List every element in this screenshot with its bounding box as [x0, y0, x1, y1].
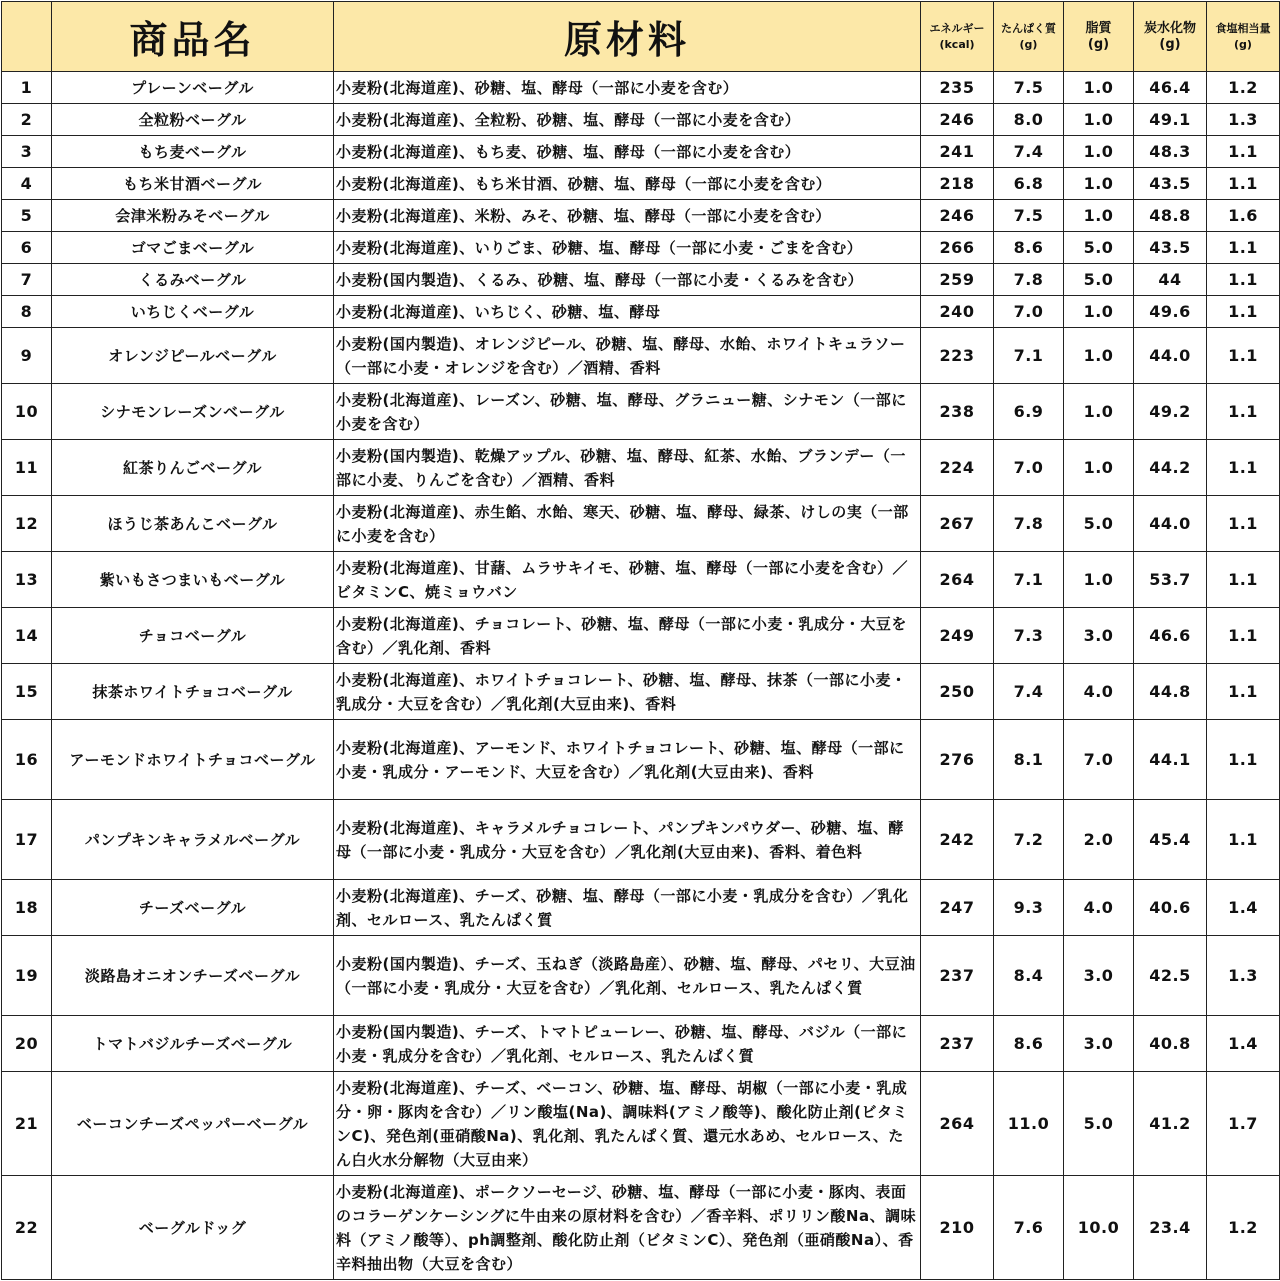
protein-value: 8.6 [994, 1016, 1064, 1072]
ingredients: 小麦粉(北海道産)、キャラメルチョコレート、パンプキンパウダー、砂糖、塩、酵母（一部に小麦・乳成分・大豆を含む）／乳化剤(大豆由来)、香料、着色料 [334, 800, 921, 880]
protein-value: 7.0 [994, 440, 1064, 496]
fat-value: 1.0 [1064, 296, 1134, 328]
ingredients: 小麦粉(北海道産)、赤生餡、水飴、寒天、砂糖、塩、酵母、緑茶、けしの実（一部に小麦を含む） [334, 496, 921, 552]
carbs-value: 49.2 [1134, 384, 1207, 440]
table-row [2, 552, 1280, 608]
table-row [2, 800, 1280, 880]
product-name: プレーンベーグル [52, 72, 334, 104]
protein-value: 7.1 [994, 328, 1064, 384]
nutrition-table [1, 1, 1280, 1280]
ingredients: 小麦粉(北海道産)、レーズン、砂糖、塩、酵母、グラニュー糖、シナモン（一部に小麦を含む） [334, 384, 921, 440]
ingredients: 小麦粉(北海道産)、チョコレート、砂糖、塩、酵母（一部に小麦・乳成分・大豆を含む）／乳化剤、香料 [334, 608, 921, 664]
fat-value: 1.0 [1064, 328, 1134, 384]
energy-value: 246 [921, 104, 994, 136]
ingredients: 小麦粉(国内製造)、チーズ、玉ねぎ（淡路島産）、砂糖、塩、酵母、パセリ、大豆油（一部に小麦・乳成分・大豆を含む）／乳化剤、セルロース、乳たんぱく質 [334, 936, 921, 1016]
header-ingredients: 原材料 [334, 2, 921, 72]
carbs-value: 53.7 [1134, 552, 1207, 608]
carbs-value: 46.4 [1134, 72, 1207, 104]
header-salt: 食塩相当量 (g) [1207, 2, 1280, 72]
salt-value: 1.4 [1207, 1016, 1280, 1072]
row-number: 22 [2, 1176, 52, 1280]
carbs-value: 45.4 [1134, 800, 1207, 880]
protein-value: 6.8 [994, 168, 1064, 200]
product-name: 会津米粉みそベーグル [52, 200, 334, 232]
row-number: 5 [2, 200, 52, 232]
fat-value: 4.0 [1064, 664, 1134, 720]
fat-value: 1.0 [1064, 440, 1134, 496]
protein-value: 11.0 [994, 1072, 1064, 1176]
product-name: オレンジピールベーグル [52, 328, 334, 384]
salt-value: 1.1 [1207, 328, 1280, 384]
salt-value: 1.7 [1207, 1072, 1280, 1176]
salt-value: 1.1 [1207, 496, 1280, 552]
table-row [2, 608, 1280, 664]
row-number: 6 [2, 232, 52, 264]
header-carbs: 炭水化物 (g) [1134, 2, 1207, 72]
carbs-value: 42.5 [1134, 936, 1207, 1016]
header-protein: たんぱく質 (g) [994, 2, 1064, 72]
energy-value: 247 [921, 880, 994, 936]
fat-value: 2.0 [1064, 800, 1134, 880]
fat-value: 5.0 [1064, 1072, 1134, 1176]
ingredients: 小麦粉(北海道産)、チーズ、ベーコン、砂糖、塩、酵母、胡椒（一部に小麦・乳成分・卵・豚肉を含む）／リン酸塩(Na)、調味料(アミノ酸等)、酸化防止剤(ビタミンC)、発色剤(亜硝酸Na)、乳化剤、乳たんぱく質、還元水あめ、セルロース、たん白火水分解物（大豆由来） [334, 1072, 921, 1176]
table-row [2, 440, 1280, 496]
table-row [2, 936, 1280, 1016]
row-number: 14 [2, 608, 52, 664]
carbs-value: 40.8 [1134, 1016, 1207, 1072]
protein-value: 8.6 [994, 232, 1064, 264]
product-name: アーモンドホワイトチョコベーグル [52, 720, 334, 800]
table-row [2, 72, 1280, 104]
salt-value: 1.1 [1207, 664, 1280, 720]
product-name: チーズベーグル [52, 880, 334, 936]
header-product-name: 商品名 [52, 2, 334, 72]
salt-value: 1.1 [1207, 608, 1280, 664]
table-row [2, 384, 1280, 440]
row-number: 3 [2, 136, 52, 168]
protein-value: 7.0 [994, 296, 1064, 328]
table-row [2, 720, 1280, 800]
fat-value: 3.0 [1064, 608, 1134, 664]
energy-value: 246 [921, 200, 994, 232]
product-name: トマトバジルチーズベーグル [52, 1016, 334, 1072]
carbs-value: 48.8 [1134, 200, 1207, 232]
carbs-value: 23.4 [1134, 1176, 1207, 1280]
carbs-value: 49.1 [1134, 104, 1207, 136]
energy-value: 267 [921, 496, 994, 552]
energy-value: 242 [921, 800, 994, 880]
carbs-value: 46.6 [1134, 608, 1207, 664]
row-number: 1 [2, 72, 52, 104]
ingredients: 小麦粉(北海道産)、いりごま、砂糖、塩、酵母（一部に小麦・ごまを含む） [334, 232, 921, 264]
protein-value: 7.5 [994, 200, 1064, 232]
carbs-value: 44.0 [1134, 496, 1207, 552]
table-row [2, 104, 1280, 136]
protein-value: 7.8 [994, 264, 1064, 296]
fat-value: 3.0 [1064, 936, 1134, 1016]
energy-value: 266 [921, 232, 994, 264]
protein-value: 9.3 [994, 880, 1064, 936]
salt-value: 1.2 [1207, 1176, 1280, 1280]
fat-value: 1.0 [1064, 200, 1134, 232]
carbs-value: 40.6 [1134, 880, 1207, 936]
ingredients: 小麦粉(北海道産)、ホワイトチョコレート、砂糖、塩、酵母、抹茶（一部に小麦・乳成分・大豆を含む）／乳化剤(大豆由来)、香料 [334, 664, 921, 720]
carbs-value: 44.0 [1134, 328, 1207, 384]
protein-value: 7.3 [994, 608, 1064, 664]
ingredients: 小麦粉(北海道産)、砂糖、塩、酵母（一部に小麦を含む） [334, 72, 921, 104]
table-row [2, 296, 1280, 328]
energy-value: 224 [921, 440, 994, 496]
salt-value: 1.6 [1207, 200, 1280, 232]
carbs-value: 44.2 [1134, 440, 1207, 496]
product-name: ゴマごまベーグル [52, 232, 334, 264]
salt-value: 1.1 [1207, 296, 1280, 328]
salt-value: 1.4 [1207, 880, 1280, 936]
fat-value: 4.0 [1064, 880, 1134, 936]
row-number: 18 [2, 880, 52, 936]
fat-value: 5.0 [1064, 496, 1134, 552]
salt-value: 1.3 [1207, 936, 1280, 1016]
row-number: 4 [2, 168, 52, 200]
ingredients: 小麦粉(国内製造)、チーズ、トマトピューレー、砂糖、塩、酵母、バジル（一部に小麦・乳成分を含む）／乳化剤、セルロース、乳たんぱく質 [334, 1016, 921, 1072]
protein-value: 7.8 [994, 496, 1064, 552]
row-number: 19 [2, 936, 52, 1016]
ingredients: 小麦粉(国内製造)、くるみ、砂糖、塩、酵母（一部に小麦・くるみを含む） [334, 264, 921, 296]
carbs-value: 44.8 [1134, 664, 1207, 720]
product-name: チョコベーグル [52, 608, 334, 664]
energy-value: 218 [921, 168, 994, 200]
table-row [2, 136, 1280, 168]
fat-value: 7.0 [1064, 720, 1134, 800]
carbs-value: 43.5 [1134, 168, 1207, 200]
product-name: いちじくベーグル [52, 296, 334, 328]
protein-value: 8.4 [994, 936, 1064, 1016]
energy-value: 259 [921, 264, 994, 296]
energy-value: 264 [921, 1072, 994, 1176]
row-number: 15 [2, 664, 52, 720]
ingredients: 小麦粉(北海道産)、アーモンド、ホワイトチョコレート、砂糖、塩、酵母（一部に小麦・乳成分・アーモンド、大豆を含む）／乳化剤(大豆由来)、香料 [334, 720, 921, 800]
row-number: 7 [2, 264, 52, 296]
product-name: 抹茶ホワイトチョコベーグル [52, 664, 334, 720]
carbs-value: 43.5 [1134, 232, 1207, 264]
fat-value: 1.0 [1064, 104, 1134, 136]
product-name: 紫いもさつまいもベーグル [52, 552, 334, 608]
carbs-value: 44 [1134, 264, 1207, 296]
table-row [2, 1016, 1280, 1072]
product-name: 紅茶りんごベーグル [52, 440, 334, 496]
salt-value: 1.2 [1207, 72, 1280, 104]
energy-value: 223 [921, 328, 994, 384]
header-fat: 脂質 (g) [1064, 2, 1134, 72]
energy-value: 276 [921, 720, 994, 800]
ingredients: 小麦粉(北海道産)、ポークソーセージ、砂糖、塩、酵母（一部に小麦・豚肉、表面のコラーゲンケーシングに牛由来の原材料を含む）／香辛料、ポリリン酸Na、調味料（アミノ酸等）、ph調整剤、酸化防止剤（ビタミンC）、発色剤（亜硝酸Na）、香辛料抽出物（大豆を含む） [334, 1176, 921, 1280]
header-energy: エネルギー (kcal) [921, 2, 994, 72]
header-row [2, 2, 1280, 72]
energy-value: 237 [921, 1016, 994, 1072]
header-no [2, 2, 52, 72]
fat-value: 10.0 [1064, 1176, 1134, 1280]
fat-value: 1.0 [1064, 72, 1134, 104]
product-name: シナモンレーズンベーグル [52, 384, 334, 440]
row-number: 10 [2, 384, 52, 440]
energy-value: 240 [921, 296, 994, 328]
row-number: 13 [2, 552, 52, 608]
table-row [2, 1176, 1280, 1280]
product-name: ほうじ茶あんこベーグル [52, 496, 334, 552]
protein-value: 7.5 [994, 72, 1064, 104]
row-number: 16 [2, 720, 52, 800]
table-row [2, 264, 1280, 296]
energy-value: 210 [921, 1176, 994, 1280]
carbs-value: 41.2 [1134, 1072, 1207, 1176]
energy-value: 241 [921, 136, 994, 168]
table-row [2, 880, 1280, 936]
energy-value: 264 [921, 552, 994, 608]
row-number: 8 [2, 296, 52, 328]
energy-value: 237 [921, 936, 994, 1016]
fat-value: 1.0 [1064, 384, 1134, 440]
salt-value: 1.1 [1207, 720, 1280, 800]
ingredients: 小麦粉(北海道産)、米粉、みそ、砂糖、塩、酵母（一部に小麦を含む） [334, 200, 921, 232]
ingredients: 小麦粉(北海道産)、もち麦、砂糖、塩、酵母（一部に小麦を含む） [334, 136, 921, 168]
product-name: パンプキンキャラメルベーグル [52, 800, 334, 880]
product-name: くるみベーグル [52, 264, 334, 296]
fat-value: 3.0 [1064, 1016, 1134, 1072]
energy-value: 250 [921, 664, 994, 720]
row-number: 21 [2, 1072, 52, 1176]
ingredients: 小麦粉(北海道産)、チーズ、砂糖、塩、酵母（一部に小麦・乳成分を含む）／乳化剤、セルロース、乳たんぱく質 [334, 880, 921, 936]
table-row [2, 328, 1280, 384]
ingredients: 小麦粉(国内製造)、乾燥アップル、砂糖、塩、酵母、紅茶、水飴、ブランデー（一部に小麦、りんごを含む）／酒精、香料 [334, 440, 921, 496]
protein-value: 8.1 [994, 720, 1064, 800]
energy-value: 249 [921, 608, 994, 664]
product-name: 全粒粉ベーグル [52, 104, 334, 136]
product-name: 淡路島オニオンチーズベーグル [52, 936, 334, 1016]
energy-value: 238 [921, 384, 994, 440]
row-number: 20 [2, 1016, 52, 1072]
salt-value: 1.1 [1207, 136, 1280, 168]
fat-value: 1.0 [1064, 136, 1134, 168]
product-name: ベーグルドッグ [52, 1176, 334, 1280]
carbs-value: 48.3 [1134, 136, 1207, 168]
salt-value: 1.1 [1207, 232, 1280, 264]
protein-value: 6.9 [994, 384, 1064, 440]
row-number: 9 [2, 328, 52, 384]
salt-value: 1.1 [1207, 264, 1280, 296]
carbs-value: 44.1 [1134, 720, 1207, 800]
ingredients: 小麦粉(北海道産)、いちじく、砂糖、塩、酵母 [334, 296, 921, 328]
table-row [2, 496, 1280, 552]
table-row [2, 664, 1280, 720]
product-name: ベーコンチーズペッパーベーグル [52, 1072, 334, 1176]
salt-value: 1.1 [1207, 440, 1280, 496]
row-number: 11 [2, 440, 52, 496]
salt-value: 1.1 [1207, 552, 1280, 608]
salt-value: 1.1 [1207, 384, 1280, 440]
fat-value: 5.0 [1064, 264, 1134, 296]
row-number: 2 [2, 104, 52, 136]
table-row [2, 200, 1280, 232]
salt-value: 1.3 [1207, 104, 1280, 136]
carbs-value: 49.6 [1134, 296, 1207, 328]
ingredients: 小麦粉(北海道産)、全粒粉、砂糖、塩、酵母（一部に小麦を含む） [334, 104, 921, 136]
table-body [2, 72, 1280, 1280]
table-row [2, 232, 1280, 264]
fat-value: 5.0 [1064, 232, 1134, 264]
ingredients: 小麦粉(北海道産)、甘藷、ムラサキイモ、砂糖、塩、酵母（一部に小麦を含む）／ビタミンC、焼ミョウバン [334, 552, 921, 608]
ingredients: 小麦粉(北海道産)、もち米甘酒、砂糖、塩、酵母（一部に小麦を含む） [334, 168, 921, 200]
protein-value: 7.6 [994, 1176, 1064, 1280]
table-row [2, 1072, 1280, 1176]
fat-value: 1.0 [1064, 552, 1134, 608]
row-number: 12 [2, 496, 52, 552]
fat-value: 1.0 [1064, 168, 1134, 200]
row-number: 17 [2, 800, 52, 880]
table-row [2, 168, 1280, 200]
protein-value: 7.4 [994, 664, 1064, 720]
energy-value: 235 [921, 72, 994, 104]
protein-value: 8.0 [994, 104, 1064, 136]
salt-value: 1.1 [1207, 800, 1280, 880]
product-name: もち米甘酒ベーグル [52, 168, 334, 200]
protein-value: 7.1 [994, 552, 1064, 608]
product-name: もち麦ベーグル [52, 136, 334, 168]
ingredients: 小麦粉(国内製造)、オレンジピール、砂糖、塩、酵母、水飴、ホワイトキュラソー（一部に小麦・オレンジを含む）／酒精、香料 [334, 328, 921, 384]
salt-value: 1.1 [1207, 168, 1280, 200]
protein-value: 7.2 [994, 800, 1064, 880]
protein-value: 7.4 [994, 136, 1064, 168]
